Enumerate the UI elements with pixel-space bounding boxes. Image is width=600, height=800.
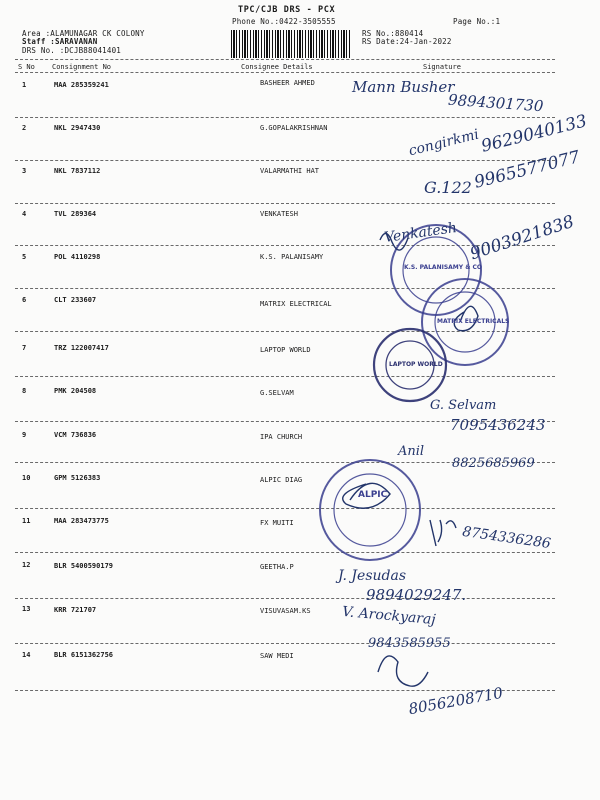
row-1-consignment: MAA 285359241 [54,81,109,89]
signature-row-10-name: Anil [398,444,425,459]
signature-row-4-phone: 9003921838 [467,211,577,265]
row-12-divider [15,598,555,599]
stamp-palanisamy-text: K.S. PALANISAMY & CO [404,264,483,271]
stamp-alpic [320,460,420,560]
row-12-consignment: BLR 5400590179 [54,562,114,570]
row-3-consignee: VALARMATHI HAT [260,167,320,175]
signature-row-13-phone: 9843585955 [368,636,451,651]
column-header-consignee: Consignee Details [241,63,313,71]
signature-row-12-phone: 9894029247. [366,586,467,604]
row-10-consignment: GPM 5126383 [54,474,101,482]
row-13-consignee: VISUVASAM.KS [260,607,311,615]
row-8-consignee: G.SELVAM [260,389,294,397]
row-10-sno: 10 [22,474,31,482]
row-14-sno: 14 [22,651,31,659]
row-4-sno: 4 [22,210,27,218]
row-2-consignee: G.GOPALAKRISHNAN [260,124,328,132]
row-11-divider [15,552,555,553]
signature-row-11-phone: 8754336286 [461,523,552,553]
document-title: TPC/CJB DRS - PCX [238,5,336,15]
signature-row-1-phone: 9894301730 [447,90,544,116]
row-2-sno: 2 [22,124,27,132]
row-3-consignment: NKL 7837112 [54,167,101,175]
row-6-divider [15,331,555,332]
row-8-consignment: PMK 204508 [54,387,97,395]
signature-row-1-name: Mann Busher [352,78,455,96]
row-5-consignment: POL 4110298 [54,253,101,261]
header-divider-bottom [15,72,555,73]
row-12-sno: 12 [22,561,31,569]
row-5-divider [15,288,555,289]
stamp-matrix-text: MATRIX ELECTRICALS [437,318,510,325]
row-1-consignee: BASHEER AHMED [260,79,315,87]
rs-number: RS No.:880414 [362,29,424,38]
stamp-laptop-text: LAPTOP WORLD [389,361,443,368]
row-13-sno: 13 [22,605,31,613]
area-field: Area :ALAMUNAGAR CK COLONY [22,29,145,38]
row-11-sno: 11 [22,517,31,525]
signature-row-13-name: V. Arockyaraj [341,603,437,629]
signature-row-10-phone: 8825685969 [452,456,535,471]
row-9-consignee: IPA CHURCH [260,433,303,441]
row-7-consignment: TRZ 122007417 [54,344,109,352]
row-14-consignment: BLR 6151362756 [54,651,114,659]
row-12-consignee: GEETHA.P [260,563,294,571]
row-13-consignment: KRR 721707 [54,606,97,614]
row-1-divider [15,117,555,118]
row-6-consignee: MATRIX ELECTRICAL [260,300,332,308]
signature-row-4-name: Venkatesh [383,219,458,247]
rs-date: RS Date:24-Jan-2022 [362,37,452,46]
row-5-consignee: K.S. PALANISAMY [260,253,324,261]
page-number: Page No.:1 [453,17,501,26]
row-14-consignee: SAW MEDI [260,652,294,660]
column-header-signature: Signature [423,63,461,71]
row-6-consignment: CLT 233607 [54,296,97,304]
row-2-consignment: NKL 2947430 [54,124,101,132]
signature-row-12-name: J. Jesudas [338,568,407,584]
row-8-sno: 8 [22,387,27,395]
phone-number: Phone No.:0422-3505555 [232,17,336,26]
row-9-consignment: VCM 736836 [54,431,97,439]
column-header-sno: S No [18,63,35,71]
row-11-consignment: MAA 283473775 [54,517,109,525]
drs-number: DRS No. :DCJB88041401 [22,46,122,55]
row-10-consignee: ALPIC DIAG [260,476,303,484]
row-6-sno: 6 [22,296,27,304]
column-header-consignment: Consignment No [52,63,112,71]
row-7-divider [15,376,555,377]
row-5-sno: 5 [22,253,27,261]
signature-row-2-phone: 9629040133 [479,111,589,157]
signature-row-14-phone: 8056208710 [407,683,505,719]
signature-row-2-note: congirkmi [407,126,481,160]
row-13-divider [15,643,555,644]
row-9-sno: 9 [22,431,27,439]
row-10-divider [15,508,555,509]
row-2-divider [15,160,555,161]
signature-row-3-note: G.122 [424,178,472,197]
row-3-divider [15,203,555,204]
header-divider-top [15,59,555,60]
row-11-consignee: FX MUITI [260,519,294,527]
barcode-image [231,30,351,58]
signature-row-8-name: G. Selvam [430,398,497,413]
row-7-consignee: LAPTOP WORLD [260,346,311,354]
row-7-sno: 7 [22,344,27,352]
row-4-consignment: TVL 289364 [54,210,97,218]
signature-row-3-phone: 9965577077 [472,147,582,193]
staff-field: Staff :SARAVANAN [22,37,98,46]
row-1-sno: 1 [22,81,27,89]
stamp-alpic-text: ALPIC [358,490,388,500]
row-4-consignee: VENKATESH [260,210,298,218]
signature-row-8-phone: 7095436243 [450,416,546,434]
row-3-sno: 3 [22,167,27,175]
